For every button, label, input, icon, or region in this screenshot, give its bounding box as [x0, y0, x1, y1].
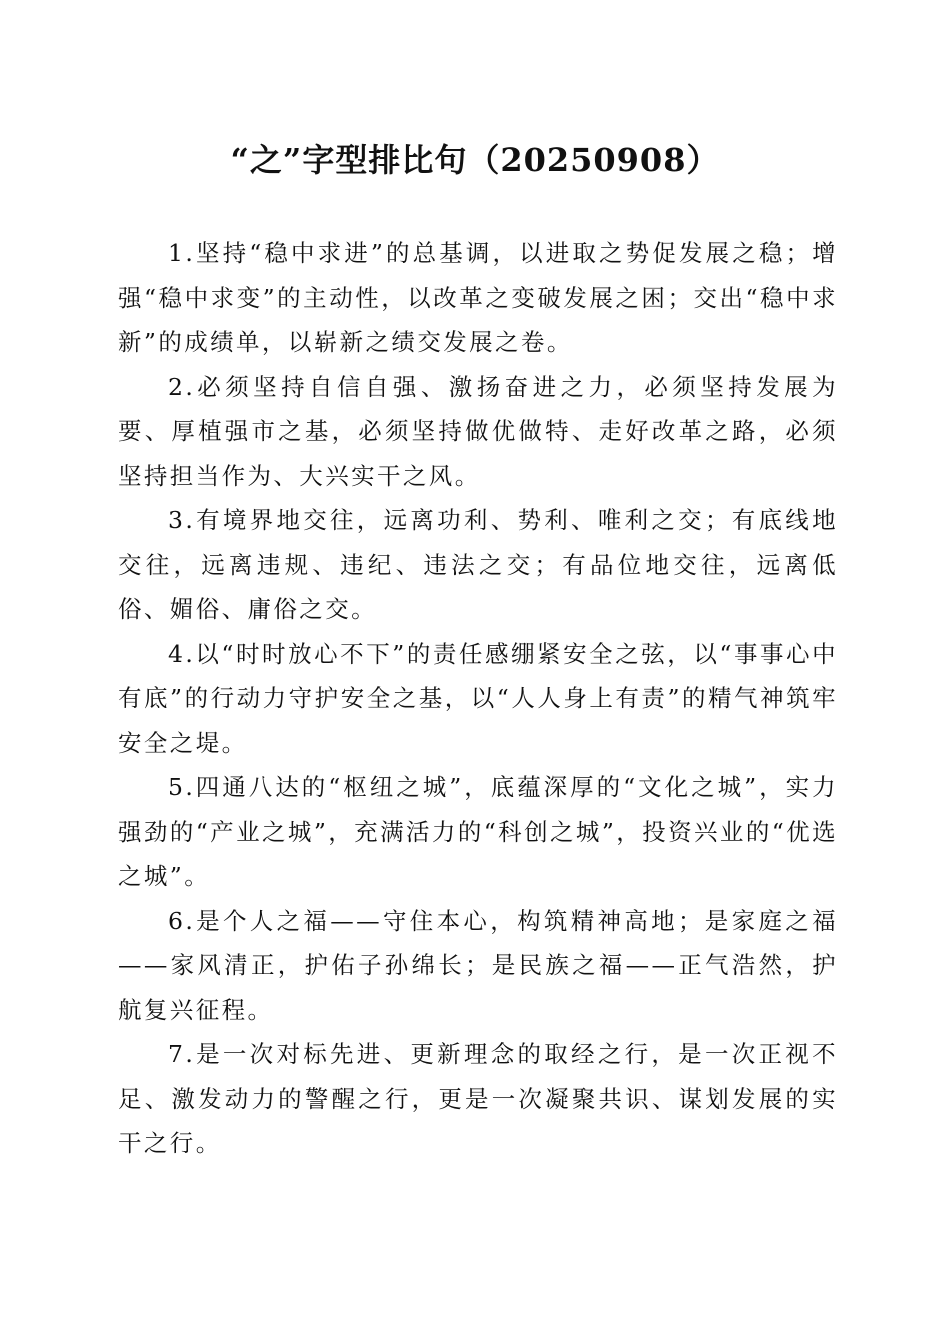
paragraph-5: 5.四通八达的“枢纽之城”，底蕴深厚的“文化之城”，实力强劲的“产业之城”，充满活力的“科创之城”，投资兴业的“优选之城”。 [118, 773, 838, 890]
paragraph-3: 3.有境界地交往，远离功利、势利、唯利之交；有底线地交往，远离违规、违纪、违法之交；有品位地交往，远离低俗、媚俗、庸俗之交。 [118, 506, 838, 623]
document-body [118, 231, 838, 1166]
paragraph-4: 4.以“时时放心不下”的责任感绷紧安全之弦，以“事事心中有底”的行动力守护安全之基，以“人人身上有责”的精气神筑牢安全之堤。 [118, 639, 838, 757]
paragraph-7: 7.是一次对标先进、更新理念的取经之行，是一次正视不足、激发动力的警醒之行，更是一次凝聚共识、谋划发展的实干之行。 [118, 1040, 838, 1157]
document-title: “之”字型排比句（20250908） [230, 141, 720, 179]
paragraph-6: 6.是个人之福——守住本心，构筑精神高地；是家庭之福——家风清正，护佑子孙绵长；是民族之福——正气浩然，护航复兴征程。 [118, 906, 838, 1024]
paragraph-1: 1.坚持“稳中求进”的总基调，以进取之势促发展之稳；增强“稳中求变”的主动性，以改革之变破发展之困；交出“稳中求新”的成绩单，以崭新之绩交发展之卷。 [118, 239, 838, 356]
paragraph-2: 2.必须坚持自信自强、激扬奋进之力，必须坚持发展为要、厚植强市之基，必须坚持做优做特、走好改革之路，必须坚持担当作为、大兴实干之风。 [118, 372, 838, 490]
